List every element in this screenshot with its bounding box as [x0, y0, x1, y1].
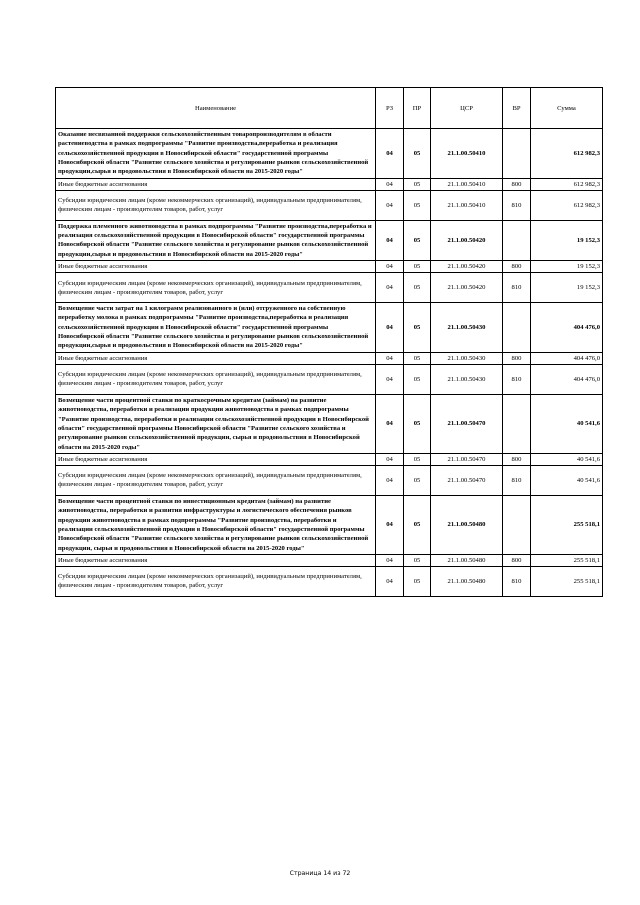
cell-pr: 05 — [404, 566, 431, 596]
cell-rz: 04 — [376, 190, 404, 220]
cell-name: Возмещение части процентной ставки по краткосрочным кредитам (займам) на развитие животноводства, переработки и реализации продукции животноводства в рамках подпрограммы "Развитие производства, переработки и реализации сельскохозяйственной продукции в Новосибирской области" государственной программы Новосибирской области "Развитие сельского хозяйства и регулирование рынков сельскохозяйственной продукции, сырья и продовольствия в Новосибирской области на 2015-2020 годы" — [56, 394, 376, 453]
cell-csr: 21.1.00.50420 — [431, 220, 503, 260]
cell-rz: 04 — [376, 129, 404, 179]
table-row — [56, 261, 603, 273]
cell-sum: 40 541,6 — [531, 394, 603, 453]
table-row — [56, 495, 603, 554]
cell-vr: 810 — [503, 190, 531, 220]
header-rz: РЗ — [376, 88, 404, 129]
header-pr: ПР — [404, 88, 431, 129]
table-row — [56, 178, 603, 190]
cell-csr: 21.1.00.50410 — [431, 178, 503, 190]
cell-sum: 612 982,3 — [531, 129, 603, 179]
table-row — [56, 303, 603, 353]
cell-csr: 21.1.00.50470 — [431, 465, 503, 495]
cell-name: Иные бюджетные ассигнования — [56, 178, 376, 190]
cell-name: Иные бюджетные ассигнования — [56, 453, 376, 465]
cell-pr: 05 — [404, 352, 431, 364]
table-row — [56, 453, 603, 465]
cell-vr: 800 — [503, 352, 531, 364]
cell-vr: 800 — [503, 261, 531, 273]
cell-pr: 05 — [404, 190, 431, 220]
cell-name: Оказание несвязанной поддержки сельскохозяйственным товаропроизводителям в области растениеводства в рамках подпрограммы "Развитие производства,переработка и реализация сельскохозяйственной продукции в Новосибирской области" государственной программы Новосибирской области "Развитие сельского хозяйства и регулирование рынков сельскохозяйственной продукции,сырья и продовольствия в Новосибирской области на 2015-2020 годы" — [56, 129, 376, 179]
cell-name: Субсидии юридическим лицам (кроме некоммерческих организаций), индивидуальным предпринимателям, физическим лицам - производителям товаров, работ, услуг — [56, 566, 376, 596]
cell-sum: 19 152,3 — [531, 220, 603, 260]
cell-pr: 05 — [404, 394, 431, 453]
cell-csr: 21.1.00.50420 — [431, 261, 503, 273]
cell-rz: 04 — [376, 554, 404, 566]
cell-sum: 404 476,0 — [531, 303, 603, 353]
page-number: Страница 14 из 72 — [289, 870, 351, 877]
cell-sum: 40 541,6 — [531, 453, 603, 465]
cell-vr — [503, 129, 531, 179]
cell-csr: 21.1.00.50480 — [431, 495, 503, 554]
cell-rz: 04 — [376, 352, 404, 364]
cell-rz: 04 — [376, 178, 404, 190]
cell-rz: 04 — [376, 465, 404, 495]
cell-name: Иные бюджетные ассигнования — [56, 261, 376, 273]
cell-csr: 21.1.00.50480 — [431, 566, 503, 596]
cell-vr: 800 — [503, 453, 531, 465]
cell-name: Возмещение части затрат на 1 килограмм реализованного и (или) отгруженного на собственную переработку молока в рамках подпрограммы "Развитие производства,переработка и реализация сельскохозяйственной продукции в Новосибирской области" государственной программы Новосибирской области "Развитие сельского хозяйства и регулирование рынков сельскохозяйственной продукции,сырья и продовольствия в Новосибирской области на 2015-2020 годы" — [56, 303, 376, 353]
cell-rz: 04 — [376, 273, 404, 303]
cell-csr: 21.1.00.50430 — [431, 364, 503, 394]
cell-rz: 04 — [376, 364, 404, 394]
cell-rz: 04 — [376, 220, 404, 260]
table-row — [56, 364, 603, 394]
cell-name: Иные бюджетные ассигнования — [56, 554, 376, 566]
cell-pr: 05 — [404, 554, 431, 566]
cell-name: Субсидии юридическим лицам (кроме некоммерческих организаций), индивидуальным предпринимателям, физическим лицам - производителям товаров, работ, услуг — [56, 190, 376, 220]
cell-pr: 05 — [404, 364, 431, 394]
cell-pr: 05 — [404, 220, 431, 260]
cell-name: Субсидии юридическим лицам (кроме некоммерческих организаций), индивидуальным предпринимателям, физическим лицам - производителям товаров, работ, услуг — [56, 364, 376, 394]
cell-sum: 19 152,3 — [531, 273, 603, 303]
table-row — [56, 220, 603, 260]
cell-pr: 05 — [404, 453, 431, 465]
cell-sum: 404 476,0 — [531, 364, 603, 394]
cell-pr: 05 — [404, 303, 431, 353]
cell-name: Субсидии юридическим лицам (кроме некоммерческих организаций), индивидуальным предпринимателям, физическим лицам - производителям товаров, работ, услуг — [56, 465, 376, 495]
table-row — [56, 273, 603, 303]
cell-rz: 04 — [376, 566, 404, 596]
cell-vr — [503, 220, 531, 260]
cell-csr: 21.1.00.50430 — [431, 352, 503, 364]
cell-rz: 04 — [376, 394, 404, 453]
cell-sum: 612 982,3 — [531, 178, 603, 190]
table-row — [56, 129, 603, 179]
cell-rz: 04 — [376, 495, 404, 554]
cell-rz: 04 — [376, 453, 404, 465]
cell-name: Иные бюджетные ассигнования — [56, 352, 376, 364]
header-sum: Сумма — [531, 88, 603, 129]
cell-vr: 800 — [503, 554, 531, 566]
header-csr: ЦСР — [431, 88, 503, 129]
cell-csr: 21.1.00.50410 — [431, 129, 503, 179]
cell-vr: 810 — [503, 364, 531, 394]
table-row — [56, 352, 603, 364]
cell-sum: 255 518,1 — [531, 554, 603, 566]
cell-name: Поддержка племенного животноводства в рамках подпрограммы "Развитие производства,переработка и реализация сельскохозяйственной продукции в Новосибирской области" государственной программы Новосибирской области "Развитие сельского хозяйства и регулирование рынков сельскохозяйственной продукции,сырья и продовольствия в Новосибирской области на 2015-2020 годы" — [56, 220, 376, 260]
header-name: Наименование — [56, 88, 376, 129]
cell-vr — [503, 495, 531, 554]
cell-sum: 404 476,0 — [531, 352, 603, 364]
cell-vr — [503, 394, 531, 453]
cell-csr: 21.1.00.50430 — [431, 303, 503, 353]
cell-sum: 255 518,1 — [531, 495, 603, 554]
cell-vr: 810 — [503, 465, 531, 495]
cell-sum: 19 152,3 — [531, 261, 603, 273]
cell-name: Субсидии юридическим лицам (кроме некоммерческих организаций), индивидуальным предпринимателям, физическим лицам - производителям товаров, работ, услуг — [56, 273, 376, 303]
cell-csr: 21.1.00.50480 — [431, 554, 503, 566]
cell-pr: 05 — [404, 495, 431, 554]
cell-pr: 05 — [404, 465, 431, 495]
cell-name: Возмещение части процентной ставки по инвестиционным кредитам (займам) на развитие животноводства, переработки и развития инфраструктуры и логистического обеспечения рынков продукции животноводства в рамках подпрограммы "Развитие производства, переработки и реализации сельскохозяйственной продукции в Новосибирской области" государственной программы Новосибирской области "Развитие сельского хозяйства и регулирование рынков сельскохозяйственной продукции, сырья и продовольствия в Новосибирской области на 2015-2020 годы" — [56, 495, 376, 554]
cell-vr: 810 — [503, 566, 531, 596]
cell-pr: 05 — [404, 178, 431, 190]
cell-pr: 05 — [404, 273, 431, 303]
budget-table — [55, 87, 603, 597]
cell-sum: 612 982,3 — [531, 190, 603, 220]
cell-pr: 05 — [404, 261, 431, 273]
table-row — [56, 554, 603, 566]
cell-csr: 21.1.00.50470 — [431, 453, 503, 465]
cell-rz: 04 — [376, 261, 404, 273]
cell-vr: 800 — [503, 178, 531, 190]
cell-vr — [503, 303, 531, 353]
cell-csr: 21.1.00.50420 — [431, 273, 503, 303]
table-row — [56, 566, 603, 596]
cell-sum: 40 541,6 — [531, 465, 603, 495]
table-header-row — [56, 88, 603, 129]
cell-csr: 21.1.00.50410 — [431, 190, 503, 220]
cell-rz: 04 — [376, 303, 404, 353]
header-vr: ВР — [503, 88, 531, 129]
table-row — [56, 465, 603, 495]
table-row — [56, 190, 603, 220]
table-row — [56, 394, 603, 453]
cell-sum: 255 518,1 — [531, 566, 603, 596]
cell-vr: 810 — [503, 273, 531, 303]
cell-csr: 21.1.00.50470 — [431, 394, 503, 453]
cell-pr: 05 — [404, 129, 431, 179]
